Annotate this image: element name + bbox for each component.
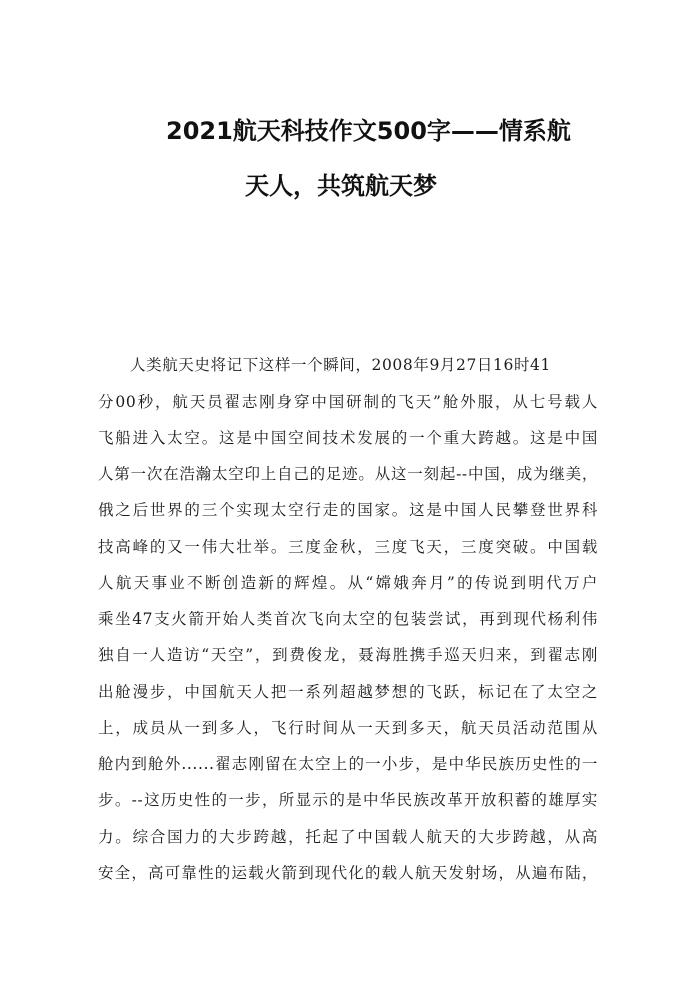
- body-line: 上，成员从一到多人，飞行时间从一天到多天，航天员活动范围从: [98, 719, 598, 737]
- body-line: 步。--这历史性的一步，所显示的是中华民族改革开放积蓄的雄厚实: [98, 791, 598, 809]
- title-line-2: 天人，共筑航天梦: [245, 172, 437, 200]
- body-line: 独自一人造访“天空”，到费俊龙，聂海胜携手巡天归来，到翟志刚: [98, 646, 598, 664]
- body-line: 乘坐47支火箭开始人类首次飞向太空的包装尝试，再到现代杨利伟: [98, 610, 598, 628]
- body-line: 技高峰的又一伟大壮举。三度金秋，三度飞天，三度突破。中国载: [98, 538, 598, 556]
- title-line-1: 2021航天科技作文500字——情系航: [166, 117, 571, 145]
- body-line: 分00秒，航天员翟志刚身穿中国研制的飞天”舱外服，从七号载人: [98, 393, 598, 411]
- body-line: 安全，高可靠性的运载火箭到现代化的载人航天发射场，从遍布陆，: [98, 864, 598, 882]
- body-line: 出舱漫步，中国航天人把一系列超越梦想的飞跃，标记在了太空之: [98, 683, 598, 701]
- body-line: 飞船进入太空。这是中国空间技术发展的一个重大跨越。这是中国: [98, 429, 598, 447]
- body-line: 俄之后世界的三个实现太空行走的国家。这是中国人民攀登世界科: [98, 501, 598, 519]
- body-line: 人航天事业不断创造新的辉煌。从“嫦娥奔月”的传说到明代万户: [98, 574, 598, 592]
- body-line: 力。综合国力的大步跨越，托起了中国载人航天的大步跨越，从高: [98, 828, 598, 846]
- body-line: 舱内到舱外......翟志刚留在太空上的一小步，是中华民族历史性的一: [98, 755, 598, 773]
- body-line: 人第一次在浩瀚太空印上自己的足迹。从这一刻起--中国，成为继美，: [98, 465, 598, 483]
- body-line: 人类航天史将记下这样一个瞬间，2008年9月27日16时41: [130, 356, 551, 374]
